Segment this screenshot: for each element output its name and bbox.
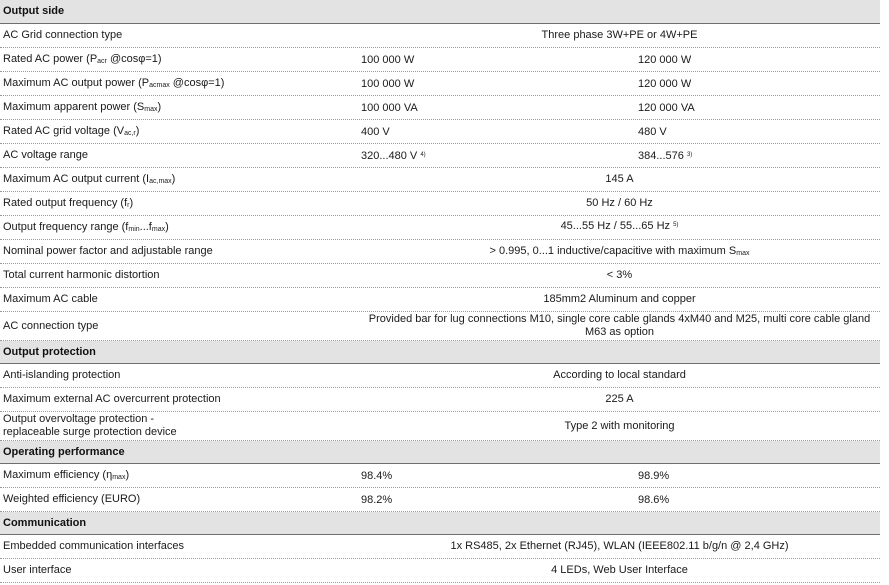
value-100kw-model: 100 000 W xyxy=(361,77,415,90)
row-label: Rated AC power ($P_{acr}$ @cosφ=1) xyxy=(3,52,162,65)
row-max-efficiency xyxy=(0,464,880,488)
value-120kw-model: 98.9% xyxy=(638,469,670,482)
row-label: User interface xyxy=(3,564,72,576)
row-value: Type 2 with monitoring xyxy=(564,419,675,432)
row-value: 4 LEDs, Web User Interface xyxy=(551,564,688,576)
row-label: Weighted efficiency (EURO) xyxy=(3,493,141,505)
section-operating-performance xyxy=(0,441,880,464)
row-max-ac-cable xyxy=(0,288,880,312)
row-label: AC connection type xyxy=(3,319,99,332)
row-output-overvoltage xyxy=(0,412,880,441)
row-thd xyxy=(0,264,880,288)
section-communication xyxy=(0,512,880,535)
row-label: Maximum AC output power ($P_{acmax}$ @cosφ=1) xyxy=(3,76,225,89)
row-max-ext-overcurrent xyxy=(0,388,880,412)
row-value: 50 Hz / 60 Hz xyxy=(586,197,653,209)
row-value: 145 A xyxy=(605,173,634,185)
value-120kw-model: 120 000 W xyxy=(638,53,692,66)
row-label: Output frequency range $(f_{min}...f_{max})$ xyxy=(3,220,169,233)
value-100kw-model: 98.2% xyxy=(361,493,393,506)
row-label: Maximum AC output current $(I_{ac,max})$ xyxy=(3,172,176,185)
value-120kw-model: 384...576 $^{3)}$ xyxy=(638,149,693,162)
section-title: Output protection xyxy=(3,345,96,358)
value-120kw-model: 98.6% xyxy=(638,493,670,506)
value-100kw-model: 320...480 V $^{4)}$ xyxy=(361,149,426,162)
row-ac-grid-connection-type xyxy=(0,24,880,48)
row-value: < 3% xyxy=(606,269,633,281)
row-ac-connection-type xyxy=(0,312,880,341)
row-max-apparent-power xyxy=(0,96,880,120)
row-value: Three phase 3W+PE or 4W+PE xyxy=(541,29,698,41)
row-rated-output-frequency xyxy=(0,192,880,216)
row-label: AC voltage range xyxy=(3,149,88,161)
value-120kw-model: 480 V xyxy=(638,125,667,138)
footnote-ref: 4) xyxy=(420,151,426,158)
row-label: Maximum apparent power $(S_{max})$ xyxy=(3,100,162,113)
row-label: Rated output frequency $(f_r)$ xyxy=(3,196,134,209)
row-user-interface xyxy=(0,559,880,583)
row-label: Output overvoltage protection - replaceable surge protection device xyxy=(3,413,177,438)
row-ac-voltage-range xyxy=(0,144,880,168)
value-100kw-model: 100 000 VA xyxy=(361,101,418,114)
row-value: > 0.995, 0...1 inductive/capacitive with maximum $S_{max}$ xyxy=(489,244,750,257)
value-100kw-model: 98.4% xyxy=(361,469,393,482)
row-label: Maximum AC cable xyxy=(3,293,98,305)
row-value: 1x RS485, 2x Ethernet (RJ45), WLAN (IEEE802.11 b/g/n @ 2,4 GHz) xyxy=(450,540,789,552)
row-output-frequency-range xyxy=(0,216,880,240)
row-rated-ac-grid-voltage xyxy=(0,120,880,144)
row-anti-islanding xyxy=(0,364,880,388)
row-label: AC Grid connection type xyxy=(3,29,123,41)
row-rated-ac-power xyxy=(0,48,880,72)
row-label: Total current harmonic distortion xyxy=(3,269,160,281)
row-label: Maximum external AC overcurrent protection xyxy=(3,393,221,405)
row-weighted-efficiency xyxy=(0,488,880,512)
row-label: Rated AC grid voltage $(V_{ac,r})$ xyxy=(3,124,140,137)
section-title: Output side xyxy=(3,5,65,17)
value-100kw-model: 100 000 W xyxy=(361,53,415,66)
row-power-factor xyxy=(0,240,880,264)
row-value: 185mm2 Aluminum and copper xyxy=(543,293,696,305)
row-value: 225 A xyxy=(605,393,634,405)
row-value: According to local standard xyxy=(553,369,686,381)
section-output-side xyxy=(0,0,880,24)
row-embedded-comm xyxy=(0,535,880,559)
section-title: Communication xyxy=(3,516,87,529)
value-100kw-model: 400 V xyxy=(361,125,390,138)
footnote-ref: 5) xyxy=(673,222,679,228)
value-120kw-model: 120 000 W xyxy=(638,77,692,90)
row-label: Nominal power factor and adjustable range xyxy=(3,245,213,257)
row-value: Provided bar for lug connections M10, single core cable glands 4xM40 and M25, multi core cable gland M63 as option xyxy=(368,313,871,338)
row-max-ac-output-current xyxy=(0,168,880,192)
value-120kw-model: 120 000 VA xyxy=(638,101,695,114)
footnote-ref: 3) xyxy=(686,151,693,158)
row-max-ac-output-power xyxy=(0,72,880,96)
row-value: 45...55 Hz / 55...65 Hz $^{5)}$ xyxy=(560,220,679,232)
section-output-protection xyxy=(0,341,880,364)
row-label: Maximum efficiency $(\eta_{max})$ xyxy=(3,468,130,481)
row-label: Anti-islanding protection xyxy=(3,369,121,381)
section-title: Operating performance xyxy=(3,445,125,458)
row-label: Embedded communication interfaces xyxy=(3,540,184,552)
